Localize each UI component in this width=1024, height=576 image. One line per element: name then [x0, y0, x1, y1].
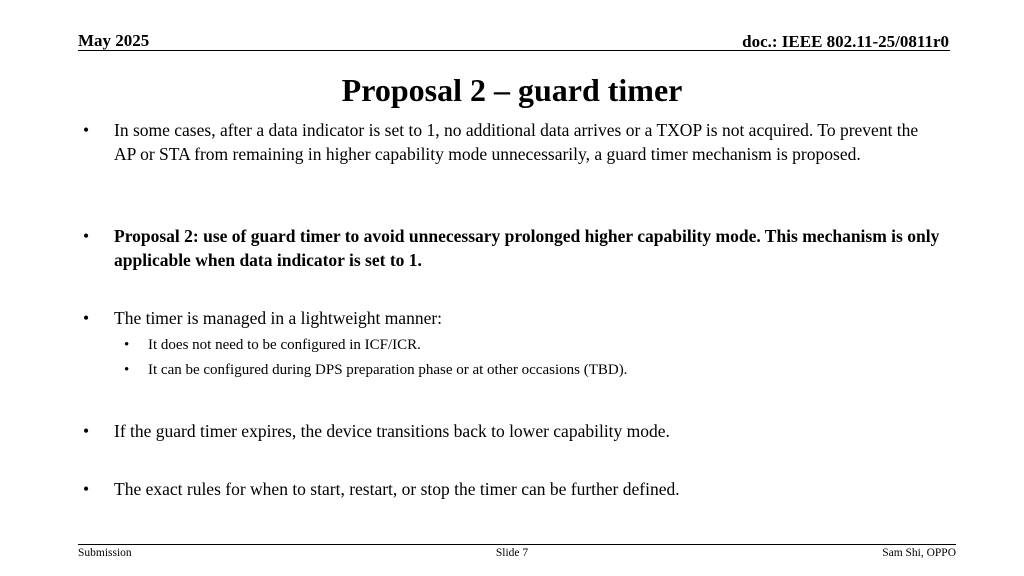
footer-author: Sam Shi, OPPO [882, 547, 956, 559]
bullet-item-2 [83, 225, 943, 272]
footer-submission: Submission [78, 547, 132, 559]
bullet-text: In some cases, after a data indicator is set to 1, no additional data arrives or a TXOP is not acquired. To prevent the AP or STA from remaining in higher capability mode unnecessarily, a guard timer mechanism is proposed. [114, 120, 919, 164]
header-document-id: doc.: IEEE 802.11-25/0811r0 [742, 32, 949, 51]
bullet-item-4 [83, 420, 943, 444]
footer-slide-number: Slide 7 [495, 547, 529, 559]
bullet-item-3 [83, 307, 943, 331]
bullet-marker: • [83, 479, 90, 499]
header-divider [78, 50, 950, 51]
bullet-text: The timer is managed in a lightweight manner: [114, 308, 443, 328]
sub-bullet-text: It does not need to be configured in ICF/ICR. [148, 337, 421, 353]
header-date: May 2025 [78, 31, 150, 50]
bullet-text: If the guard timer expires, the device transitions back to lower capability mode. [114, 421, 670, 441]
bullet-item-1 [83, 119, 943, 166]
bullet-marker: • [83, 226, 90, 246]
bullet-marker: • [83, 421, 90, 441]
bullet-text: The exact rules for when to start, restart, or stop the timer can be further defined. [114, 479, 680, 499]
footer-divider [78, 544, 956, 545]
bullet-marker: • [83, 120, 90, 140]
sub-bullet-marker: • [124, 337, 130, 353]
sub-bullet-item-1 [124, 335, 944, 355]
sub-bullet-marker: • [124, 362, 130, 378]
sub-bullet-text: It can be configured during DPS preparation phase or at other occasions (TBD). [148, 362, 628, 378]
bullet-text: Proposal 2: use of guard timer to avoid unnecessary prolonged higher capability mode. This mechanism is only applicable when data indicator is set to 1. [114, 226, 940, 270]
bullet-marker: • [83, 308, 90, 328]
bullet-item-5 [83, 478, 943, 502]
sub-bullet-item-2 [124, 360, 944, 380]
slide-title: Proposal 2 – guard timer [341, 72, 683, 108]
